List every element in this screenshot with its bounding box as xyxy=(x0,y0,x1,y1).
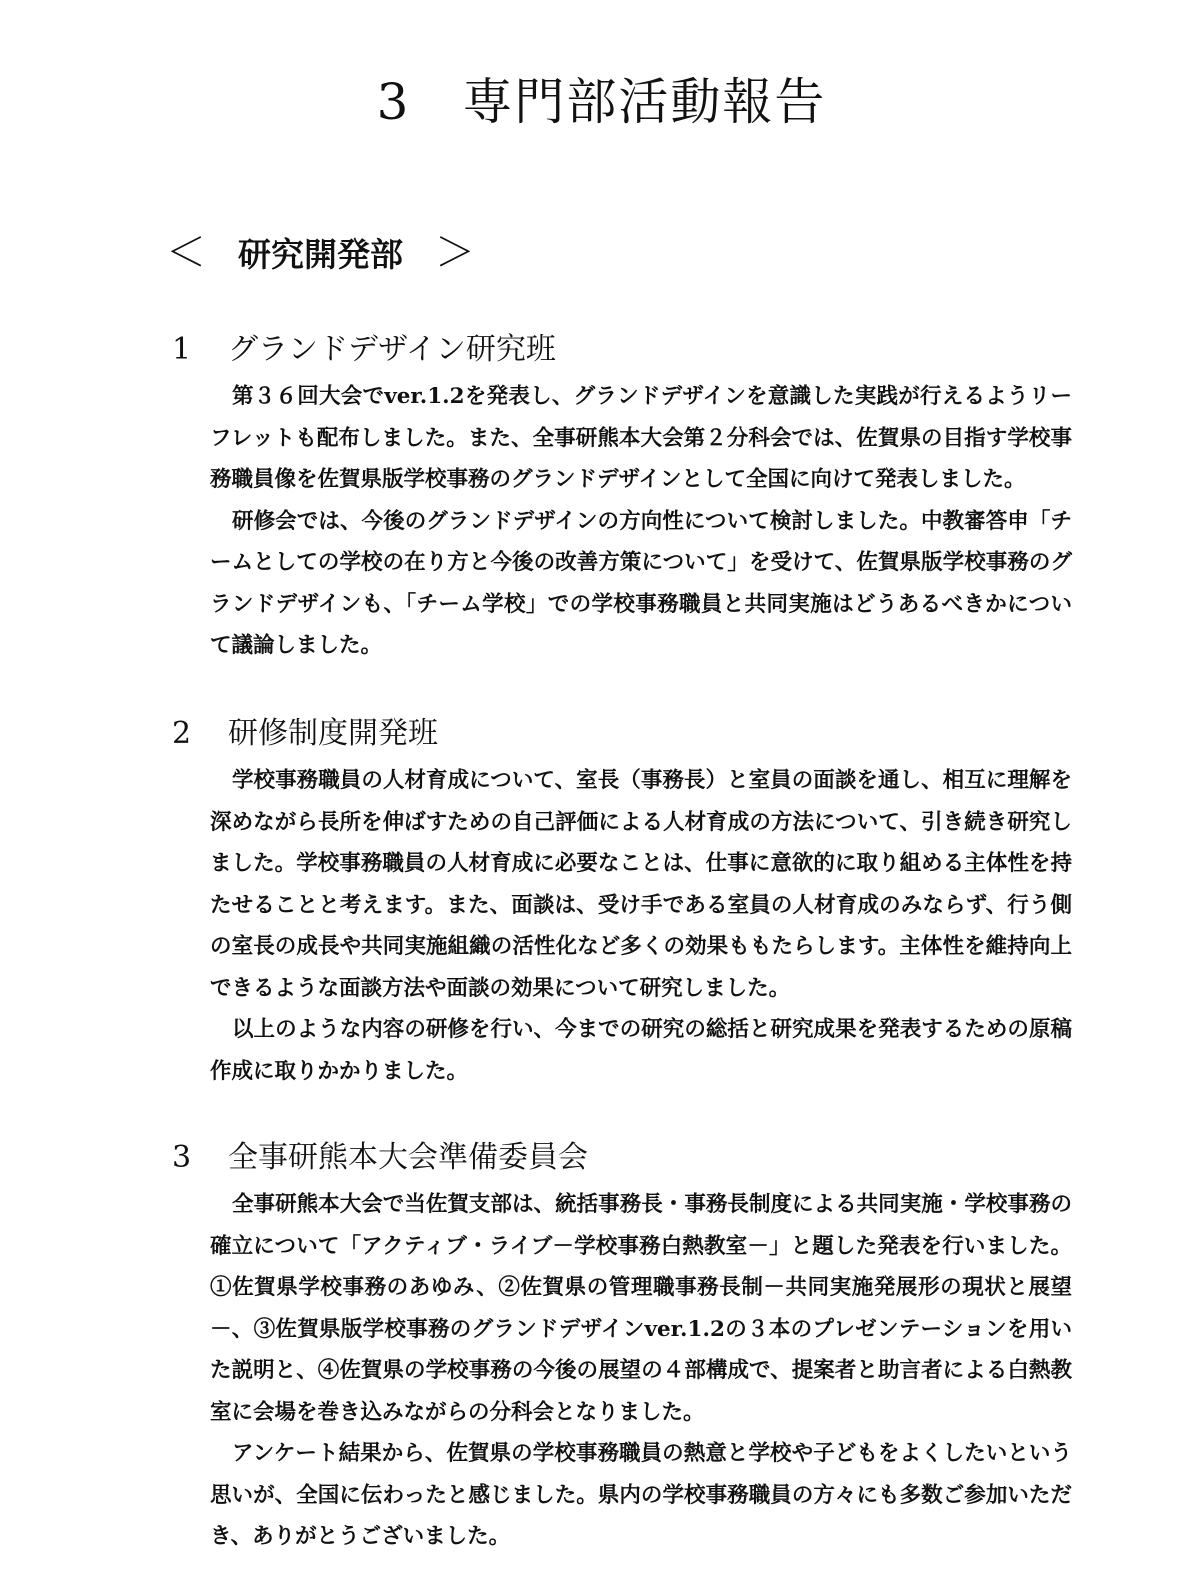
department-name: 研究開発部 xyxy=(238,235,403,274)
section-heading xyxy=(172,712,1072,756)
department-open-bracket: ＜ xyxy=(166,230,206,276)
page-title xyxy=(0,70,1203,134)
section-title: グランドデザイン研究班 xyxy=(228,332,556,367)
page-title-number: 3 xyxy=(376,73,411,131)
section-title: 全事研熊本大会準備委員会 xyxy=(228,1140,588,1175)
section-title: 研修制度開発班 xyxy=(228,716,438,751)
department-heading xyxy=(166,228,475,280)
section-paragraph: 以上のような内容の研修を行い、今までの研究の総括と研究成果を発表するための原稿作成に取りかかりました。 xyxy=(210,1017,1072,1084)
section-number: 2 xyxy=(172,716,192,751)
section-paragraph: 全事研熊本大会で当佐賀支部は、統括事務長・事務長制度による共同実施・学校事務の確立について「アクティブ・ライブ－学校事務白熱教室－」と題した発表を行いました。①佐賀県学校事務のあゆみ、②佐賀県の管理職事務長制－共同実施発展形の現状と展望－、③佐賀県版学校事務のグランドデザインver.1.2の３本のプレゼンテーションを用いた説明と、④佐賀県の学校事務の今後の展望の４部構成で、提案者と助言者による白熱教室に会場を巻き込みながらの分科会となりました。 xyxy=(210,1192,1072,1425)
section-paragraph: 第３６回大会でver.1.2を発表し、グランドデザインを意識した実践が行えるようリーフレットも配布しました。また、全事研熊本大会第２分科会では、佐賀県の目指す学校事務職員像を佐賀県版学校事務のグランドデザインとして全国に向けて発表しました。 xyxy=(210,384,1072,492)
section-heading xyxy=(172,1136,1072,1180)
page-title-text: 専門部活動報告 xyxy=(462,73,827,131)
section-training-system xyxy=(172,712,1072,1092)
section-grand-design xyxy=(172,328,1072,667)
department-close-bracket: ＞ xyxy=(435,230,475,276)
section-number: 1 xyxy=(172,332,192,367)
section-heading xyxy=(172,328,1072,372)
section-paragraph: 学校事務職員の人材育成について、室長（事務長）と室員の面談を通し、相互に理解を深めながら長所を伸ばすための自己評価による人材育成の方法について、引き続き研究しました。学校事務職員の人材育成に必要なことは、仕事に意欲的に取り組める主体性を持たせることと考えます。また、面談は、受け手である室員の人材育成のみならず、行う側の室長の成長や共同実施組織の活性化など多くの効果ももたらします。主体性を維持向上できるような面談方法や面談の効果について研究しました。 xyxy=(210,768,1072,1001)
section-kumamoto-committee xyxy=(172,1136,1072,1558)
section-paragraph: アンケート結果から、佐賀県の学校事務職員の熱意と学校や子どもをよくしたいという思いが、全国に伝わったと感じました。県内の学校事務職員の方々にも多数ご参加いただき、ありがとうございました。 xyxy=(210,1441,1072,1549)
section-number: 3 xyxy=(172,1140,192,1175)
section-paragraph: 研修会では、今後のグランドデザインの方向性について検討しました。中教審答申「チームとしての学校の在り方と今後の改善方策について」を受けて、佐賀県版学校事務のグランドデザインも、「チーム学校」での学校事務職員と共同実施はどうあるべきかについて議論しました。 xyxy=(210,508,1072,658)
